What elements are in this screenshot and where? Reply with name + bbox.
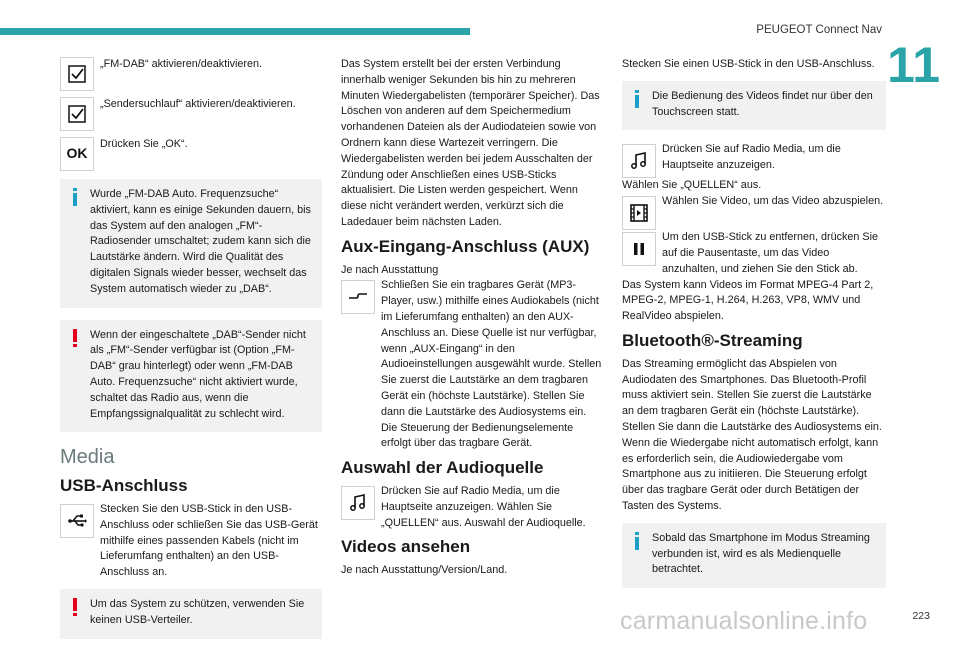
usb-text: Stecken Sie den USB-Stick in den USB-Anschluss oder schließen Sie das USB-Gerät mithilfe eines passenden Kabels (nicht im Lieferumfang enthalten) an den USB-Anschluss an. — [100, 502, 318, 579]
bluetooth-text: Das Streaming ermöglicht das Abspielen von Audiodaten des Smartphones. Das Bluetooth-Profil muss aktiviert sein. Stellen Sie zuerst die Lautstärke an dem tragbaren Gerät ein (höchste Lautstärke). Stellen Sie dann die Lautstärke des Audiosystems ein. Wenn die Wiedergabe nicht automatisch erfolgt, kann es erforderlich sein, die Audiowiedergabe vom Smartphone aus zu initiieren. Die Steuerung erfolgt über das tragbare Gerät oder durch Betätigen der Tasten des Systems. — [622, 357, 882, 512]
bluetooth-heading: Bluetooth®-Streaming — [622, 330, 803, 350]
pause-row — [622, 230, 886, 277]
pause-icon — [622, 232, 656, 266]
media-heading: Media — [60, 446, 115, 469]
info-icon — [630, 89, 644, 109]
aux-text: Schließen Sie ein tragbares Gerät (MP3-Player, usw.) mithilfe eines Audiokabels (nicht im Lieferumfang enthalten) an den AUX-Anschluss an. Diese Quelle ist nur verfügbar, wenn „AUX-Eingang“ in den Audioeinstellungen ausgewählt wurde. Stellen Sie zuerst die Lautstärke an dem tragbaren Gerät ein (höchste Lautstärke). Stellen Sie dann die Lautstärke des Audiosystems ein. Die Steuerung der Bedienungselemente erfolgt über das tragbare Gerät. — [381, 279, 602, 450]
sender-text: „Sendersuchlauf“ aktivieren/deaktivieren. — [100, 98, 296, 110]
bluetooth-info-note: Sobald das Smartphone im Modus Streaming verbunden ist, wird es als Medienquelle betrachtet. — [622, 523, 886, 588]
column-1 — [60, 57, 322, 651]
video-text: Wählen Sie Video, um das Video abzuspielen. — [662, 195, 884, 208]
ok-button-icon: OK — [60, 137, 94, 171]
usb-warning-note: Um das System zu schützen, verwenden Sie keinen USB-Verteiler. — [60, 589, 322, 639]
video-info-note: Die Bedienung des Videos findet nur über den Touchscreen statt. — [622, 81, 886, 131]
video-pre: Je nach Ausstattung/Version/Land. — [341, 564, 508, 577]
pause-text: Um den USB-Stick zu entfernen, drücken Sie auf die Pausentaste, um das Video anzuhalten, und ziehen Sie den Stick ab. — [662, 231, 879, 275]
checkbox-edit-icon — [60, 97, 94, 131]
radio-media-text: Drücken Sie auf Radio Media, um die Hauptseite anzuzeigen. — [662, 143, 841, 172]
playlist-text: Das System erstellt bei der ersten Verbindung innerhalb weniger Sekunden bis hin zu mehreren Minuten Wiedergabelisten (temporärer Speicher). Das Löschen von anderen auf dem Speichermedium vorhandenen Dateien als der Audiodateien sowie von Ordnern kann diese Wartezeit verringern. Die Wiedergabelisten werden bei jedem Ausschalten der Zündung oder Anschließen eines USB-Sticks aktualisiert. Die Listen werden gespeichert. Wenn diese nicht verändert werden, verkürzt sich die Ladedauer beim nächsten Laden. — [341, 58, 600, 228]
radio-media-row — [622, 142, 886, 178]
header-accent-bar — [0, 28, 470, 35]
warning-icon — [68, 597, 82, 617]
column-3 — [622, 57, 886, 600]
ok-text: Drücken Sie „OK“. — [100, 138, 188, 150]
ok-row — [60, 137, 322, 171]
film-strip-icon — [622, 196, 656, 230]
usb-line: Stecken Sie einen USB-Stick in den USB-Anschluss. — [622, 58, 875, 70]
fmdab-row — [60, 57, 322, 91]
video-heading: Videos ansehen — [341, 537, 471, 557]
sender-row — [60, 97, 322, 131]
checkbox-edit-icon — [60, 57, 94, 91]
aux-pre: Je nach Ausstattung — [341, 263, 439, 276]
usb-heading: USB-Anschluss — [60, 476, 188, 496]
aux-cable-icon — [341, 280, 375, 314]
chapter-number: 11 — [887, 37, 940, 93]
warning-icon — [68, 328, 82, 348]
source-heading: Auswahl der Audioquelle — [341, 458, 544, 478]
page-number: 223 — [912, 610, 930, 622]
music-note-icon — [622, 144, 656, 178]
quellen-text: Wählen Sie „QUELLEN“ aus. — [622, 179, 762, 192]
music-note-icon — [341, 486, 375, 520]
aux-row — [341, 278, 603, 452]
fmdab-text: „FM-DAB“ aktivieren/deaktivieren. — [100, 58, 263, 70]
watermark: carmanualsonline.info — [620, 607, 868, 635]
info-note: Wurde „FM-DAB Auto. Frequenzsuche“ aktiviert, kann es einige Sekunden dauern, bis das System auf den analogen „FM“-Radiosender umschaltet; zudem kann sich die Lautstärke ändern. Wird die Qualität des digitalen Signals wieder besser, wechselt das System automatisch wieder zu „DAB“. — [60, 179, 322, 308]
aux-heading: Aux-Eingang-Anschluss (AUX) — [341, 236, 590, 256]
usb-row — [60, 502, 322, 581]
column-2 — [341, 57, 603, 579]
source-text: Drücken Sie auf Radio Media, um die Hauptseite anzuzeigen. Wählen Sie „QUELLEN“ aus. Auswahl der Audioquelle. — [381, 484, 586, 529]
usb-icon — [60, 504, 94, 538]
video-row — [622, 194, 886, 230]
info-icon — [68, 187, 82, 207]
formats-text: Das System kann Videos im Format MPEG-4 Part 2, MPEG-2, MPEG-1, H.264, H.263, VP8, WMV und RealVideo abspielen. — [622, 278, 874, 323]
info-icon — [630, 531, 644, 551]
page-header-title: PEUGEOT Connect Nav — [756, 24, 882, 36]
source-row — [341, 484, 603, 531]
warning-note: Wenn der eingeschaltete „DAB“-Sender nicht als „FM“-Sender verfügbar ist (Option „FM-DAB“ grau hinterlegt) oder wenn „FM-DAB Auto. Frequenzsuche“ nicht aktiviert wurde, schaltet das Radio aus, wenn die Empfangssignalqualität zu schlecht wird. — [60, 320, 322, 433]
